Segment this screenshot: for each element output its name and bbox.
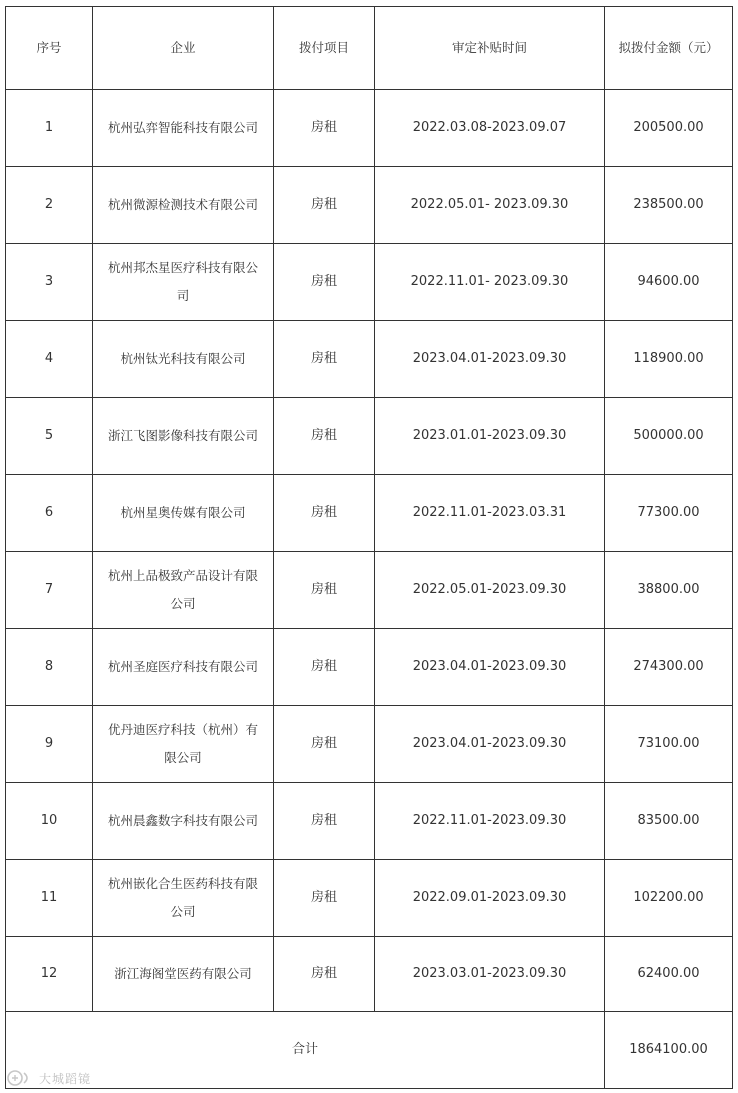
- subsidy-table: [5, 6, 733, 1089]
- row-item: 房租: [274, 90, 375, 167]
- row-amount: 200500.00: [605, 90, 733, 167]
- header-seq: 序号: [6, 7, 93, 90]
- table-row: [6, 244, 733, 321]
- row-amount: 83500.00: [605, 783, 733, 860]
- row-period: 2023.03.01-2023.09.30: [375, 937, 605, 1012]
- row-company: 杭州晨鑫数字科技有限公司: [93, 783, 274, 860]
- table-row: [6, 706, 733, 783]
- row-seq: 4: [6, 321, 93, 398]
- row-period: 2022.11.01-2023.09.30: [375, 783, 605, 860]
- header-item: 拨付项目: [274, 7, 375, 90]
- table-row: [6, 783, 733, 860]
- row-company: 杭州弘弈智能科技有限公司: [93, 90, 274, 167]
- row-period: 2022.11.01-2023.03.31: [375, 475, 605, 552]
- watermark: [6, 1067, 91, 1089]
- row-item: 房租: [274, 244, 375, 321]
- table-row: [6, 321, 733, 398]
- row-amount: 94600.00: [605, 244, 733, 321]
- row-company: 杭州邦杰星医疗科技有限公司: [93, 244, 274, 321]
- row-company: 杭州上品极致产品设计有限公司: [93, 552, 274, 629]
- table-row: [6, 90, 733, 167]
- row-seq: 9: [6, 706, 93, 783]
- row-item: 房租: [274, 860, 375, 937]
- table-row: [6, 167, 733, 244]
- table-body: [6, 7, 733, 1089]
- row-company: 杭州钛光科技有限公司: [93, 321, 274, 398]
- row-amount: 118900.00: [605, 321, 733, 398]
- header-amount: 拟拨付金额（元）: [605, 7, 733, 90]
- row-period: 2022.05.01-2023.09.30: [375, 552, 605, 629]
- row-period: 2022.09.01-2023.09.30: [375, 860, 605, 937]
- row-item: 房租: [274, 167, 375, 244]
- header-company: 企业: [93, 7, 274, 90]
- row-amount: 500000.00: [605, 398, 733, 475]
- row-company: 浙江飞图影像科技有限公司: [93, 398, 274, 475]
- row-amount: 238500.00: [605, 167, 733, 244]
- total-row: [6, 1012, 733, 1089]
- row-period: 2022.03.08-2023.09.07: [375, 90, 605, 167]
- row-period: 2023.04.01-2023.09.30: [375, 706, 605, 783]
- watermark-logo-icon: [6, 1069, 36, 1087]
- header-row: [6, 7, 733, 90]
- row-period: 2023.01.01-2023.09.30: [375, 398, 605, 475]
- row-seq: 3: [6, 244, 93, 321]
- row-item: 房租: [274, 937, 375, 1012]
- row-seq: 11: [6, 860, 93, 937]
- row-item: 房租: [274, 475, 375, 552]
- total-amount: 1864100.00: [605, 1012, 733, 1089]
- row-seq: 2: [6, 167, 93, 244]
- row-amount: 102200.00: [605, 860, 733, 937]
- row-company: 优丹迪医疗科技（杭州）有限公司: [93, 706, 274, 783]
- row-seq: 12: [6, 937, 93, 1012]
- row-period: 2022.11.01- 2023.09.30: [375, 244, 605, 321]
- row-amount: 62400.00: [605, 937, 733, 1012]
- row-item: 房租: [274, 706, 375, 783]
- row-period: 2022.05.01- 2023.09.30: [375, 167, 605, 244]
- row-amount: 73100.00: [605, 706, 733, 783]
- row-company: 杭州圣庭医疗科技有限公司: [93, 629, 274, 706]
- row-period: 2023.04.01-2023.09.30: [375, 629, 605, 706]
- row-seq: 5: [6, 398, 93, 475]
- row-item: 房租: [274, 783, 375, 860]
- row-item: 房租: [274, 552, 375, 629]
- row-item: 房租: [274, 321, 375, 398]
- header-period: 审定补贴时间: [375, 7, 605, 90]
- table-row: [6, 937, 733, 1012]
- row-company: 杭州嵌化合生医药科技有限公司: [93, 860, 274, 937]
- row-item: 房租: [274, 398, 375, 475]
- row-seq: 7: [6, 552, 93, 629]
- row-company: 杭州微源检测技术有限公司: [93, 167, 274, 244]
- row-seq: 10: [6, 783, 93, 860]
- table-row: [6, 860, 733, 937]
- table-row: [6, 398, 733, 475]
- row-company: 浙江海阁堂医药有限公司: [93, 937, 274, 1012]
- row-amount: 38800.00: [605, 552, 733, 629]
- row-company: 杭州星奥传媒有限公司: [93, 475, 274, 552]
- row-amount: 274300.00: [605, 629, 733, 706]
- row-period: 2023.04.01-2023.09.30: [375, 321, 605, 398]
- row-item: 房租: [274, 629, 375, 706]
- total-label: 合计: [6, 1012, 605, 1089]
- row-seq: 8: [6, 629, 93, 706]
- row-seq: 1: [6, 90, 93, 167]
- row-amount: 77300.00: [605, 475, 733, 552]
- row-seq: 6: [6, 475, 93, 552]
- table-row: [6, 629, 733, 706]
- table-row: [6, 475, 733, 552]
- table-row: [6, 552, 733, 629]
- watermark-text: 大城蹈镜: [39, 1071, 92, 1086]
